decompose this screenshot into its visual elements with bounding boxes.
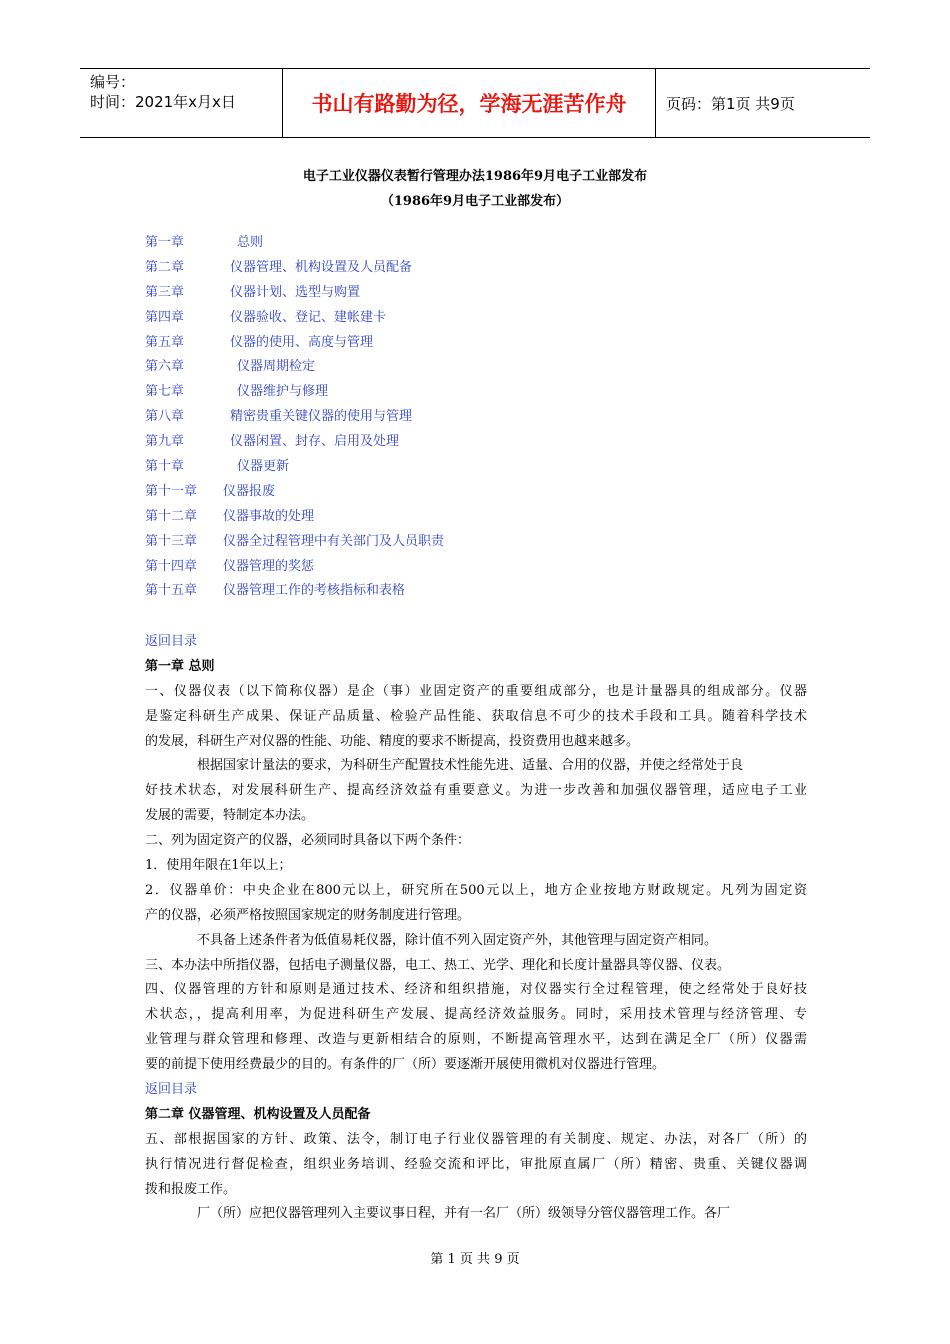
- page-footer: 第 1 页 共 9 页: [430, 1252, 520, 1267]
- paragraph-line: 二、列为固定资产的仪器，必须同时具备以下两个条件：: [145, 833, 471, 849]
- toc-item[interactable]: [145, 482, 444, 507]
- toc-item[interactable]: [145, 382, 444, 407]
- toc-title: 仪器周期检定: [237, 359, 316, 375]
- toc-title: 总则: [237, 235, 264, 250]
- toc-title: 仪器事故的处理: [223, 508, 315, 524]
- toc-title: 仪器报废: [223, 483, 276, 499]
- toc-chapter: 第七章: [145, 384, 185, 400]
- toc-item[interactable]: [145, 457, 444, 482]
- toc-title: 仪器的使用、高度与管理: [230, 334, 374, 350]
- header-page-info: 页码：第1页 共9页: [666, 94, 795, 113]
- paragraph-line: 术状态，，提高利用率，为促进科研生产发展、提高经济效益服务。同时，采用技术管理与经济管理、专: [145, 1007, 807, 1023]
- back-to-toc-link[interactable]: 返回目录: [145, 1082, 198, 1098]
- toc-title: 仪器全过程管理中有关部门及人员职责: [223, 533, 445, 549]
- toc-item[interactable]: [145, 283, 444, 308]
- document-body: [145, 631, 807, 1228]
- toc-chapter: 第一章: [145, 235, 185, 250]
- paragraph-line: 根据国家计量法的要求，为科研生产配置技术性能先进、适量、合用的仪器，并使之经常处于良: [197, 758, 744, 774]
- toc-item[interactable]: [145, 258, 444, 283]
- chapter-heading: 第一章 总则: [145, 658, 215, 674]
- toc-chapter: 第十五章: [145, 583, 198, 599]
- toc-chapter: 第三章: [145, 284, 185, 300]
- toc-chapter: 第六章: [145, 359, 185, 375]
- toc-chapter: 第十一章: [145, 483, 198, 499]
- paragraph-line: 发展的需要，特制定本办法。: [145, 808, 315, 824]
- paragraph-line: 1．使用年限在1年以上；: [145, 858, 292, 874]
- toc-title: 仪器管理工作的考核指标和表格: [223, 583, 406, 599]
- toc-title: 仪器维护与修理: [237, 384, 329, 400]
- toc-item[interactable]: [145, 507, 444, 532]
- paragraph-line: 业管理与群众管理和修理、改造与更新相结合的原则，不断提高管理水平，达到在满足全厂（所）仪器需: [145, 1032, 807, 1048]
- toc-chapter: 第四章: [145, 309, 185, 325]
- toc-title: 仪器计划、选型与购置: [230, 284, 361, 300]
- paragraph-line: 执行情况进行督促检查，组织业务培训、经验交流和评比，审批原直属厂（所）精密、贵重、关键仪器调: [145, 1156, 807, 1172]
- header-table: [80, 68, 870, 138]
- paragraph-line: 三、本办法中所指仪器，包括电子测量仪器，电工、热工、光学、理化和长度计量器具等仪器、仪表。: [145, 957, 731, 973]
- toc-item[interactable]: [145, 357, 444, 382]
- toc-item[interactable]: [145, 308, 444, 333]
- paragraph-line: 是鉴定科研生产成果、保证产品质量、检验产品性能、获取信息不可少的技术手段和工具。随着科学技术: [145, 708, 807, 724]
- paragraph-line: 五、部根据国家的方针、政策、法令，制订电子行业仪器管理的有关制度、规定、办法，对各厂（所）的: [145, 1131, 807, 1147]
- paragraph-line: 四、仪器管理的方针和原则是通过技术、经济和组织措施，对仪器实行全过程管理，使之经常处于良好技: [145, 982, 807, 998]
- paragraph-line: 2．仪器单价：中央企业在800元以上，研究所在500元以上，地方企业按地方财政规定。凡列为固定资: [145, 882, 807, 898]
- paragraph-line: 的发展，科研生产对仪器的性能、功能、精度的要求不断提高，投资费用也越来越多。: [145, 733, 640, 749]
- toc-item[interactable]: [145, 432, 444, 457]
- toc-chapter: 第九章: [145, 434, 185, 450]
- toc-title: 仪器更新: [237, 459, 290, 475]
- paragraph-line: 不具备上述条件者为低值易耗仪器，除计值不列入固定资产外，其他管理与固定资产相同。: [197, 932, 718, 948]
- paragraph-line: 要的前提下使用经费最少的目的。有条件的厂（所）要逐渐开展使用微机对仪器进行管理。: [145, 1057, 666, 1073]
- doc-time-label: 时间：2021年x月x日: [90, 93, 236, 111]
- toc-chapter: 第二章: [145, 259, 185, 275]
- back-to-toc-link[interactable]: 返回目录: [145, 634, 198, 649]
- toc-chapter: 第十三章: [145, 533, 198, 549]
- toc-item[interactable]: [145, 581, 444, 606]
- toc-chapter: 第八章: [145, 409, 185, 425]
- toc-item[interactable]: [145, 233, 444, 258]
- toc-title: 仪器管理的奖惩: [223, 558, 315, 574]
- toc-item[interactable]: [145, 333, 444, 358]
- paragraph-line: 一、仪器仪表（以下简称仪器）是企（事）业固定资产的重要组成部分，也是计量器具的组成部分。仪器: [145, 683, 807, 699]
- toc-item[interactable]: [145, 407, 444, 432]
- document-subtitle: （1986年9月电子工业部发布）: [380, 194, 570, 209]
- chapter-heading: 第二章 仪器管理、机构设置及人员配备: [145, 1106, 371, 1122]
- header-meta: [80, 69, 282, 137]
- toc-item[interactable]: [145, 557, 444, 582]
- toc-title: 仪器管理、机构设置及人员配备: [230, 259, 413, 275]
- toc-item[interactable]: [145, 532, 444, 557]
- toc-chapter: 第五章: [145, 334, 185, 350]
- toc-chapter: 第十章: [145, 459, 185, 475]
- paragraph-line: 好技术状态，对发展科研生产、提高经济效益有重要意义。为进一步改善和加强仪器管理，适应电子工业: [145, 783, 807, 799]
- paragraph-line: 厂（所）应把仪器管理列入主要议事日程，并有一名厂（所）级领导分管仪器管理工作。各厂: [197, 1206, 731, 1222]
- header-motto: 书山有路勤为径，学海无涯苦作舟: [282, 69, 656, 137]
- toc-title: 精密贵重关键仪器的使用与管理: [230, 409, 413, 425]
- toc-title: 仪器闲置、封存、启用及处理: [230, 434, 400, 450]
- document-title: 电子工业仪器仪表暂行管理办法1986年9月电子工业部发布: [302, 169, 648, 184]
- paragraph-line: 拨和报废工作。: [145, 1181, 237, 1197]
- toc-title: 仪器验收、登记、建帐建卡: [230, 309, 387, 325]
- table-of-contents: [145, 233, 444, 606]
- toc-chapter: 第十四章: [145, 558, 198, 574]
- paragraph-line: 产的仪器，必须严格按照国家规定的财务制度进行管理。: [145, 907, 471, 923]
- toc-chapter: 第十二章: [145, 508, 198, 524]
- doc-number-label: 编号：: [90, 73, 136, 91]
